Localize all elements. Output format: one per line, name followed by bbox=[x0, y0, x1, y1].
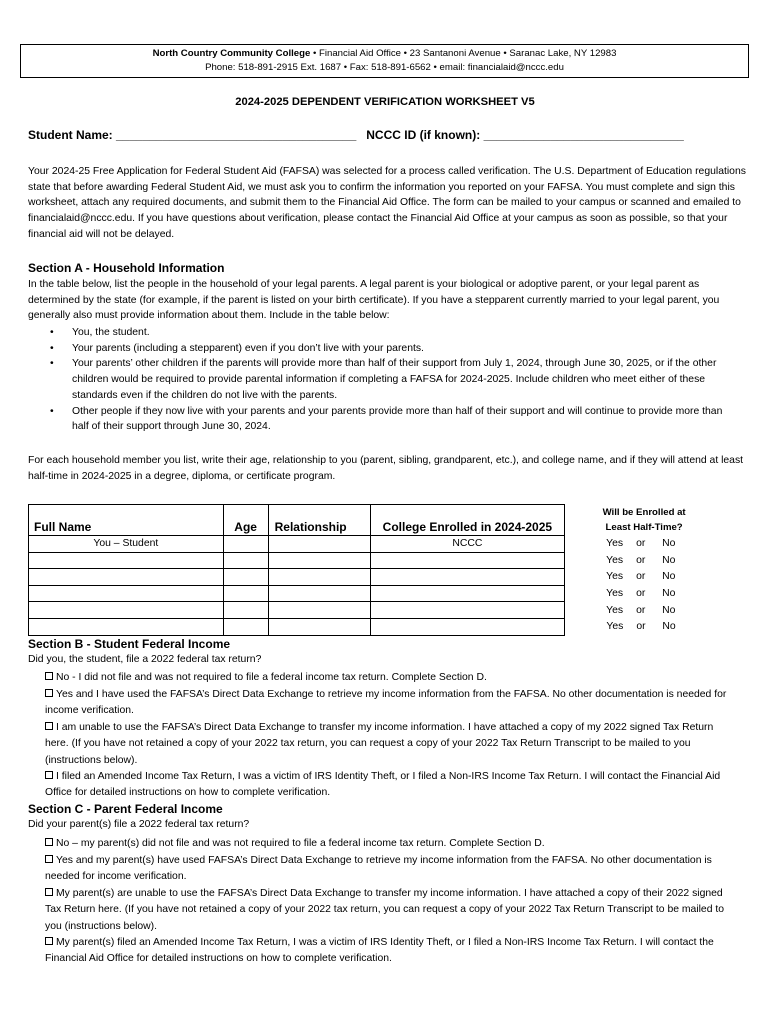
cell-relationship[interactable] bbox=[268, 552, 370, 569]
or-text: or bbox=[636, 604, 646, 616]
or-text: or bbox=[636, 538, 646, 550]
cell-half-time[interactable] bbox=[565, 602, 724, 619]
or-text: or bbox=[636, 621, 646, 633]
household-bullet-list bbox=[28, 325, 728, 435]
cell-full-name[interactable] bbox=[29, 552, 224, 569]
bullet-item: • Other people if they now live with your parents and your parents provide more than half of their support and will continue to provide more than half of their support through June 30, 2024. bbox=[28, 404, 728, 435]
section-c-question: Did your parent(s) file a 2022 federal tax return? bbox=[28, 819, 250, 830]
cell-full-name[interactable] bbox=[29, 585, 224, 602]
section-b-heading: Section B - Student Federal Income bbox=[28, 637, 231, 651]
option-text: My parent(s) filed an Amended Income Tax Return, I was a victim of IRS Identity Theft, or I filed a Non-IRS Income Tax Return. I will contact the Financial Aid Office for detailed instructions on how to complete verification. bbox=[45, 937, 714, 965]
cell-age[interactable] bbox=[223, 536, 268, 553]
cell-relationship[interactable] bbox=[268, 536, 370, 553]
yes-option[interactable]: Yes bbox=[606, 588, 624, 600]
checkbox[interactable] bbox=[45, 855, 53, 863]
header-half-time-line1: Will be Enrolled at bbox=[602, 506, 686, 518]
section-c-heading: Section C - Parent Federal Income bbox=[28, 802, 223, 816]
section-c-option-no[interactable] bbox=[45, 836, 735, 852]
section-b-option-tax-return[interactable] bbox=[45, 720, 735, 769]
section-b-option-amended[interactable] bbox=[45, 769, 735, 802]
document-title: 2024-2025 DEPENDENT VERIFICATION WORKSHEET V5 bbox=[235, 96, 535, 108]
yes-option[interactable]: Yes bbox=[606, 571, 624, 583]
yes-option[interactable]: Yes bbox=[606, 538, 624, 550]
section-c-option-yes-ddx[interactable] bbox=[45, 853, 735, 886]
header-relationship: Relationship bbox=[268, 505, 370, 536]
checkbox[interactable] bbox=[45, 689, 53, 697]
household-instructions: For each household member you list, write their age, relationship to you (parent, sibling, grandparent, etc.), and college name, and if they will attend at least half-time in 2024-2025 in a degree, diploma, or certificate program. bbox=[28, 455, 744, 482]
section-b-option-yes-ddx[interactable] bbox=[45, 687, 735, 720]
table-row bbox=[29, 618, 724, 635]
table-header-row bbox=[29, 505, 724, 536]
cell-age[interactable] bbox=[223, 552, 268, 569]
yes-option[interactable]: Yes bbox=[606, 604, 624, 616]
header-college: College Enrolled in 2024-2025 bbox=[370, 505, 565, 536]
header-age: Age bbox=[223, 505, 268, 536]
yes-option[interactable]: Yes bbox=[606, 554, 624, 566]
option-text: No – my parent(s) did not file and was not required to file a federal income tax return. Complete Section D. bbox=[56, 838, 545, 849]
table-row bbox=[29, 552, 724, 569]
section-c-option-tax-return[interactable] bbox=[45, 886, 735, 935]
bullet-item: • You, the student. bbox=[28, 325, 728, 341]
no-option[interactable]: No bbox=[662, 621, 676, 633]
option-text: No - I did not file and was not required to file a federal income tax return. Complete Section D. bbox=[56, 672, 487, 683]
no-option[interactable]: No bbox=[662, 538, 676, 550]
checkbox[interactable] bbox=[45, 672, 53, 680]
cell-half-time[interactable] bbox=[565, 569, 724, 586]
student-name-id-line[interactable]: Student Name: ____________________________________ NCCC ID (if known): ______________________________ bbox=[28, 128, 684, 142]
checkbox[interactable] bbox=[45, 888, 53, 896]
cell-half-time[interactable] bbox=[565, 585, 724, 602]
cell-college[interactable] bbox=[370, 552, 565, 569]
bullet-item: • Your parents’ other children if the parents will provide more than half of their support from July 1, 2024, through June 30, 2025, or if the other children would be required to provide parental information if completing a FAFSA for 2024-2025. Include children who meet either of these standards even if the children do not live with the parents. bbox=[28, 356, 728, 403]
option-text: Yes and my parent(s) have used FAFSA’s Direct Data Exchange to retrieve my income information from the FAFSA. No other documentation is needed for income verification. bbox=[45, 855, 712, 883]
cell-relationship[interactable] bbox=[268, 585, 370, 602]
cell-age[interactable] bbox=[223, 602, 268, 619]
contact-info: Phone: 518-891-2915 Ext. 1687 • Fax: 518-891-6562 • email: financialaid@nccc.edu bbox=[205, 62, 564, 73]
cell-relationship[interactable] bbox=[268, 569, 370, 586]
cell-relationship[interactable] bbox=[268, 618, 370, 635]
intro-paragraph: Your 2024-25 Free Application for Federal Student Aid (FAFSA) was selected for a process called verification. The U.S. Department of Education regulations state that before awarding Federal Student Aid, we must ask you to confirm the information you reported on your FAFSA. You must complete and sign this worksheet, attach any required documents, and submit them to the Financial Aid Office. The form can be mailed to your campus or scanned and emailed to financialaid@nccc.edu. If you have questions about verification, please contact the Financial Aid Office at your campus as soon as possible, so that your financial aid will not be delayed. bbox=[28, 166, 746, 240]
cell-full-name[interactable] bbox=[29, 602, 224, 619]
section-b-question: Did you, the student, file a 2022 federal tax return? bbox=[28, 654, 262, 665]
yes-option[interactable]: Yes bbox=[606, 621, 624, 633]
table-row bbox=[29, 585, 724, 602]
college-header bbox=[20, 44, 749, 78]
header-half-time bbox=[565, 505, 724, 536]
college-name: North Country Community College bbox=[152, 48, 311, 59]
cell-age[interactable] bbox=[223, 585, 268, 602]
option-text: Yes and I have used the FAFSA’s Direct Data Exchange to retrieve my income information from the FAFSA. No other documentation is needed for income verification. bbox=[45, 689, 727, 717]
table-row bbox=[29, 569, 724, 586]
cell-college[interactable]: NCCC bbox=[370, 536, 565, 553]
checkbox[interactable] bbox=[45, 838, 53, 846]
table-row bbox=[29, 602, 724, 619]
no-option[interactable]: No bbox=[662, 604, 676, 616]
cell-college[interactable] bbox=[370, 585, 565, 602]
college-address-line bbox=[21, 47, 748, 61]
option-text: I filed an Amended Income Tax Return, I was a victim of IRS Identity Theft, or I filed a Non-IRS Income Tax Return. I will contact the Financial Aid Office for detailed instructions on how to complete verification. bbox=[45, 771, 721, 799]
section-a-heading: Section A - Household Information bbox=[28, 261, 225, 275]
office-address: • Financial Aid Office • 23 Santanoni Avenue • Saranac Lake, NY 12983 bbox=[310, 48, 617, 59]
cell-half-time[interactable] bbox=[565, 552, 724, 569]
table-row bbox=[29, 536, 724, 553]
checkbox[interactable] bbox=[45, 771, 53, 779]
section-c-option-amended[interactable] bbox=[45, 935, 735, 968]
or-text: or bbox=[636, 588, 646, 600]
no-option[interactable]: No bbox=[662, 554, 676, 566]
cell-full-name[interactable]: You – Student bbox=[29, 536, 224, 553]
cell-relationship[interactable] bbox=[268, 602, 370, 619]
header-half-time-line2: Least Half-Time? bbox=[605, 521, 683, 533]
cell-college[interactable] bbox=[370, 602, 565, 619]
checkbox[interactable] bbox=[45, 937, 53, 945]
section-b-option-no[interactable] bbox=[45, 670, 735, 686]
cell-half-time[interactable] bbox=[565, 618, 724, 635]
option-text: My parent(s) are unable to use the FAFSA’s Direct Data Exchange to transfer my income information. I have attached a copy of their 2022 signed Tax Return here. (If you have not retained a copy of your 2022 tax return, you can request a copy of your 2022 Tax Return Transcript to be mailed to you (instructions below). bbox=[45, 888, 725, 932]
header-full-name: Full Name bbox=[29, 505, 224, 536]
household-table bbox=[28, 504, 724, 636]
cell-college[interactable] bbox=[370, 618, 565, 635]
or-text: or bbox=[636, 554, 646, 566]
cell-college[interactable] bbox=[370, 569, 565, 586]
cell-full-name[interactable] bbox=[29, 618, 224, 635]
no-option[interactable]: No bbox=[662, 588, 676, 600]
cell-age[interactable] bbox=[223, 569, 268, 586]
cell-age[interactable] bbox=[223, 618, 268, 635]
cell-full-name[interactable] bbox=[29, 569, 224, 586]
cell-half-time[interactable] bbox=[565, 536, 724, 553]
or-text: or bbox=[636, 571, 646, 583]
option-text: I am unable to use the FAFSA’s Direct Data Exchange to transfer my income information. I have attached a copy of my 2022 signed Tax Return here. (If you have not retained a copy of your 2022 tax return, you can request a copy of your 2022 Tax Return Transcript to be mailed to you (instructions below). bbox=[45, 722, 714, 766]
checkbox[interactable] bbox=[45, 722, 53, 730]
no-option[interactable]: No bbox=[662, 571, 676, 583]
section-a-text: In the table below, list the people in the household of your legal parents. A legal parent is your biological or adoptive parent, or your legal parent as determined by the state (for example, if the parent is listed on your birth certificate). If you have a stepparent currently married to your legal parent, you generally also must provide information about them. Include in the table below: bbox=[28, 279, 720, 322]
bullet-item: • Your parents (including a stepparent) even if you don’t live with your parents. bbox=[28, 341, 728, 357]
